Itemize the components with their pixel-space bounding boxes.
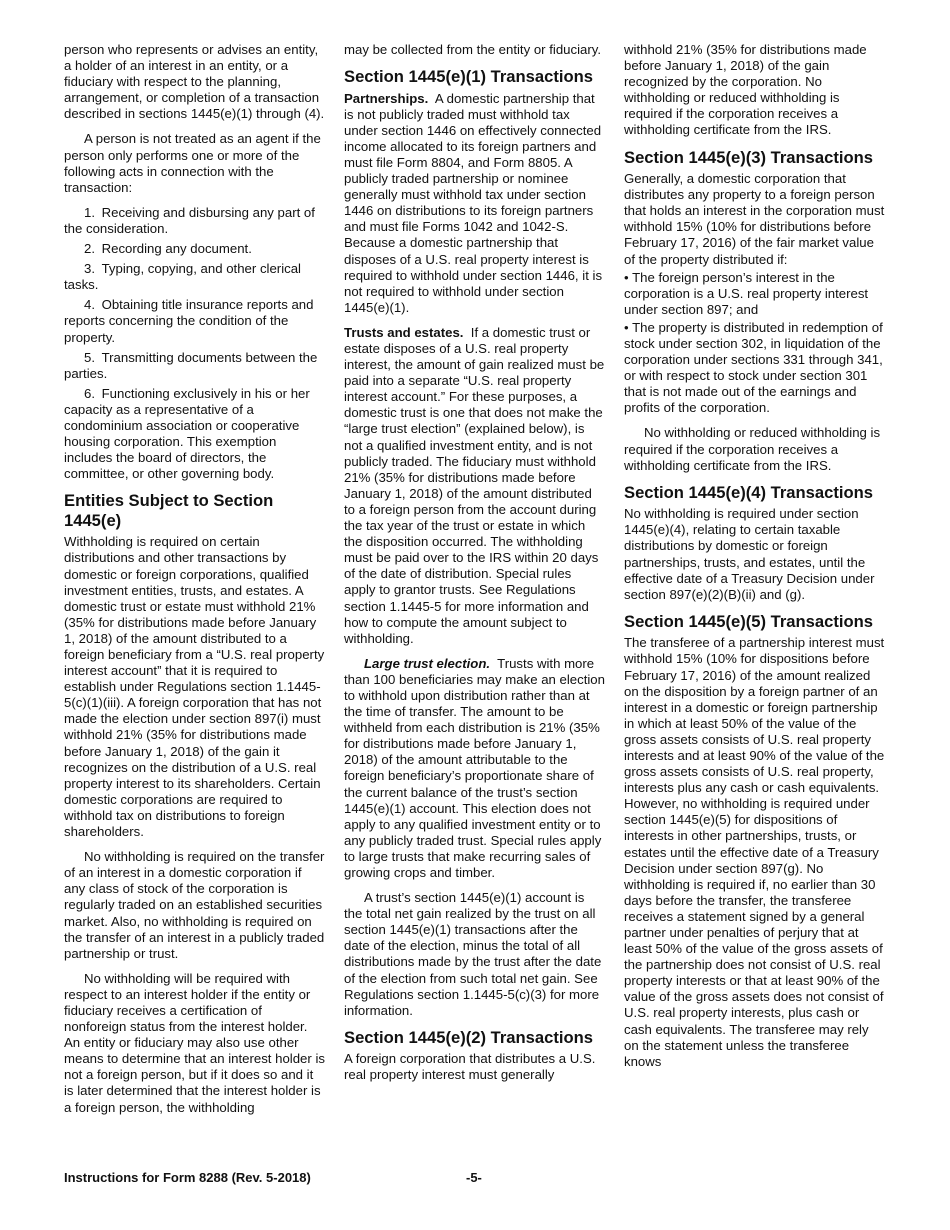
bullet-text: The foreign person’s interest in the corporation is a U.S. real property interest under section 897; and	[624, 269, 869, 317]
paragraph-partnerships	[344, 91, 606, 316]
heading-section-e5: Section 1445(e)(5) Transactions	[624, 611, 873, 631]
paragraph-continuation: may be collected from the entity or fiduciary.	[344, 42, 602, 57]
paragraph-certification: No withholding will be required with respect to an interest holder if the entity or fiduciary receives a certification of nonforeign status from the interest holder. An entity or fiduciary may also use other means to determine that an interest holder is not a foreign person, but if it does so and it is later determined that the interest holder is a foreign person, the withholding	[64, 970, 325, 1115]
footer-form-title: Instructions for Form 8288 (Rev. 5-2018)	[64, 1170, 311, 1185]
list-item: 6. Functioning exclusively in his or her capacity as a representative of a condominium association or cooperative housing corporation. This exemption includes the board of directors, the committee, or other governing body.	[64, 385, 310, 482]
column-3	[624, 42, 886, 1079]
paragraph-agent: A person is not treated as an agent if the person only performs one or more of the following acts in connection with the transaction:	[64, 131, 321, 195]
heading-section-e2: Section 1445(e)(2) Transactions	[344, 1027, 593, 1047]
paragraph-withholding: Withholding is required on certain distributions and other transactions by domestic or foreign corporations, qualified investment entities, trusts, and estates. A domestic trust or estate must withhold 21% (35% for distributions made before January 1, 2018) of the amount distributed to a foreign beneficiary from a “U.S. real property interest account” that it is required to establish under Regulations section 1.1445-5(c)(1)(iii). A foreign corporation that has not made the election under section 897(i) must withhold 21% (35% for distributions made before January 1, 2018) of the gain it recognizes on the distribution of a U.S. real property interest to its shareholders. Certain domestic corporations are required to withhold tax on distributions to foreign shareholders.	[64, 534, 325, 840]
paragraph-continuation: withhold 21% (35% for distributions made before January 1, 2018) of the gain recognized by the corporation. No withholding or reduced withholding is required if the corporation receives a withholding certificate from the IRS.	[624, 42, 867, 138]
paragraph-e4: No withholding is required under section 1445(e)(4), relating to certain taxable distributions by domestic or foreign partnerships, trusts, and estates, until the effective date of a Treasury Decision under section 897(e)(2)(B)(ii) and (g).	[624, 506, 875, 602]
paragraph-e3-no-withholding: No withholding or reduced withholding is required if the corporation receives a withholding certificate from the IRS.	[624, 425, 881, 473]
bullet-text: The property is distributed in redemption of stock under section 302, in liquidation of the corporation under sections 331 through 341, or with respect to stock under section 301 that is not made out of the earnings and profits of the corporation.	[624, 319, 883, 416]
heading-section-e4: Section 1445(e)(4) Transactions	[624, 482, 873, 502]
column-1	[64, 42, 326, 1125]
paragraph-trust-account: A trust’s section 1445(e)(1) account is the total net gain realized by the trust on all section 1445(e)(1) transactions after the date of the election, minus the total of all distributions made by the trust after the date of the election from such total net gain. See Regulations section 1.1445-5(c)(3) for more information.	[344, 890, 602, 1018]
paragraph-large-trust	[344, 656, 606, 881]
footer-page-number: -5-	[466, 1170, 482, 1185]
heading-entities-subject: Entities Subject to Section 1445(e)	[64, 491, 274, 530]
trusts-text: If a domestic trust or estate disposes of a U.S. real property interest, the amount of gain realized must be paid into a separate “U.S. real property interest account.” For these purposes, a domestic trust is one that does not make the “large trust election” (explained below), is not a qualified investment entity, and is not publicly traded. The fiduciary must withhold 21% (35% for distributions made before January 1, 2018) of the amount distributed to a foreign person from the account during the tax year of the trust or estate in which the disposition occurred. The withholding must be paid over to the IRS within 20 days of the date of distribution. Special rules apply to grantor trusts. See Regulations section 1.1445-5 for more information and how to compute the amount subject to withholding.	[344, 324, 605, 646]
bullet-item	[624, 270, 886, 318]
paragraph-e2: A foreign corporation that distributes a U.S. real property interest must generally	[344, 1051, 596, 1083]
large-trust-text: Trusts with more than 100 beneficiaries may make an election to withhold upon distribution rather than at the time of transfer. The amount to be withheld from each distribution is 21% (35% for distributions made before January 1, 2018) of the amount attributable to the foreign beneficiary’s proportionate share of the current balance of the trust’s section 1445(e)(1) account. This election does not apply to any qualified investment entity or to any publicly traded trust. Special rules apply to large trusts that make recurring sales of growing crops and timber.	[344, 655, 605, 880]
run-in-heading-partnerships: Partnerships.	[344, 90, 429, 106]
list-item: 2. Recording any document.	[84, 241, 252, 257]
paragraph-e3: Generally, a domestic corporation that distributes any property to a foreign person that holds an interest in the corporation must withhold 15% (10% for distributions before February 17, 2016) of the fair market value of the property distributed if:	[624, 171, 885, 267]
paragraph-trusts-estates	[344, 325, 606, 647]
bullet-item	[624, 320, 886, 417]
column-2	[344, 42, 606, 1093]
heading-section-e3: Section 1445(e)(3) Transactions	[624, 147, 873, 167]
partnerships-text: A domestic partnership that is not publicly traded must withhold tax under section 1446 on effectively connected income allocated to its foreign partners and must file Form 8804, and Form 8805. A publicly traded partnership or nominee generally must withhold tax under section 1446 on distributions to its foreign partners and must file Forms 1042 and 1042-S. Because a domestic partnership that disposes of a U.S. real property interest is required to withhold under section 1446, it is not required to withhold under section 1445(e)(1).	[344, 90, 603, 315]
list-item: 1. Receiving and disbursing any part of the consideration.	[64, 204, 315, 236]
paragraph-continuation: person who represents or advises an entity, a holder of an interest in an entity, or a fiduciary with respect to the planning, arrangement, or completion of a transaction described in sections 1445(e)(1) through (4).	[64, 42, 325, 122]
paragraph-no-withholding: No withholding is required on the transfer of an interest in a domestic corporation if any class of stock of the corporation is regularly traded on an established securities market. Also, no withholding is required on the transfer of an interest in a publicly traded partnership or trust.	[64, 849, 325, 961]
run-in-heading-large-trust: Large trust election.	[364, 655, 491, 671]
list-item: 3. Typing, copying, and other clerical tasks.	[64, 261, 301, 293]
bullet-icon: •	[624, 269, 629, 285]
list-item: 5. Transmitting documents between the parties.	[64, 349, 318, 381]
list-item: 4. Obtaining title insurance reports and reports concerning the condition of the property.	[64, 297, 314, 345]
bullet-icon: •	[624, 319, 629, 335]
paragraph-e5: The transferee of a partnership interest must withhold 15% (10% for dispositions before February 17, 2016) of the amount realized on the disposition by a foreign partner of an interest in a domestic or foreign partnership in which at least 50% of the value of the gross assets consists of U.S. real property interests and at least 90% of the value of the gross assets consists of U.S. real property, interests plus any cash or cash equivalents. However, no withholding is required under section 1445(e)(5) for dispositions of interests in other partnerships, trusts, or estates until the effective date of a Treasury Decision under section 897(g). No withholding is required if, no earlier than 30 days before the transfer, the transferee receives a statement signed by a general partner under penalties of perjury that at least 50% of the value of the gross assets of the partnership does not consist of U.S. real property interests or that at least 90% of the value of the gross assets does not consist of U.S. real property interests, plus cash or cash equivalents. The transferee may rely on the statement unless the transferee knows	[624, 635, 885, 1069]
heading-section-e1: Section 1445(e)(1) Transactions	[344, 67, 593, 87]
run-in-heading-trusts: Trusts and estates.	[344, 324, 464, 340]
